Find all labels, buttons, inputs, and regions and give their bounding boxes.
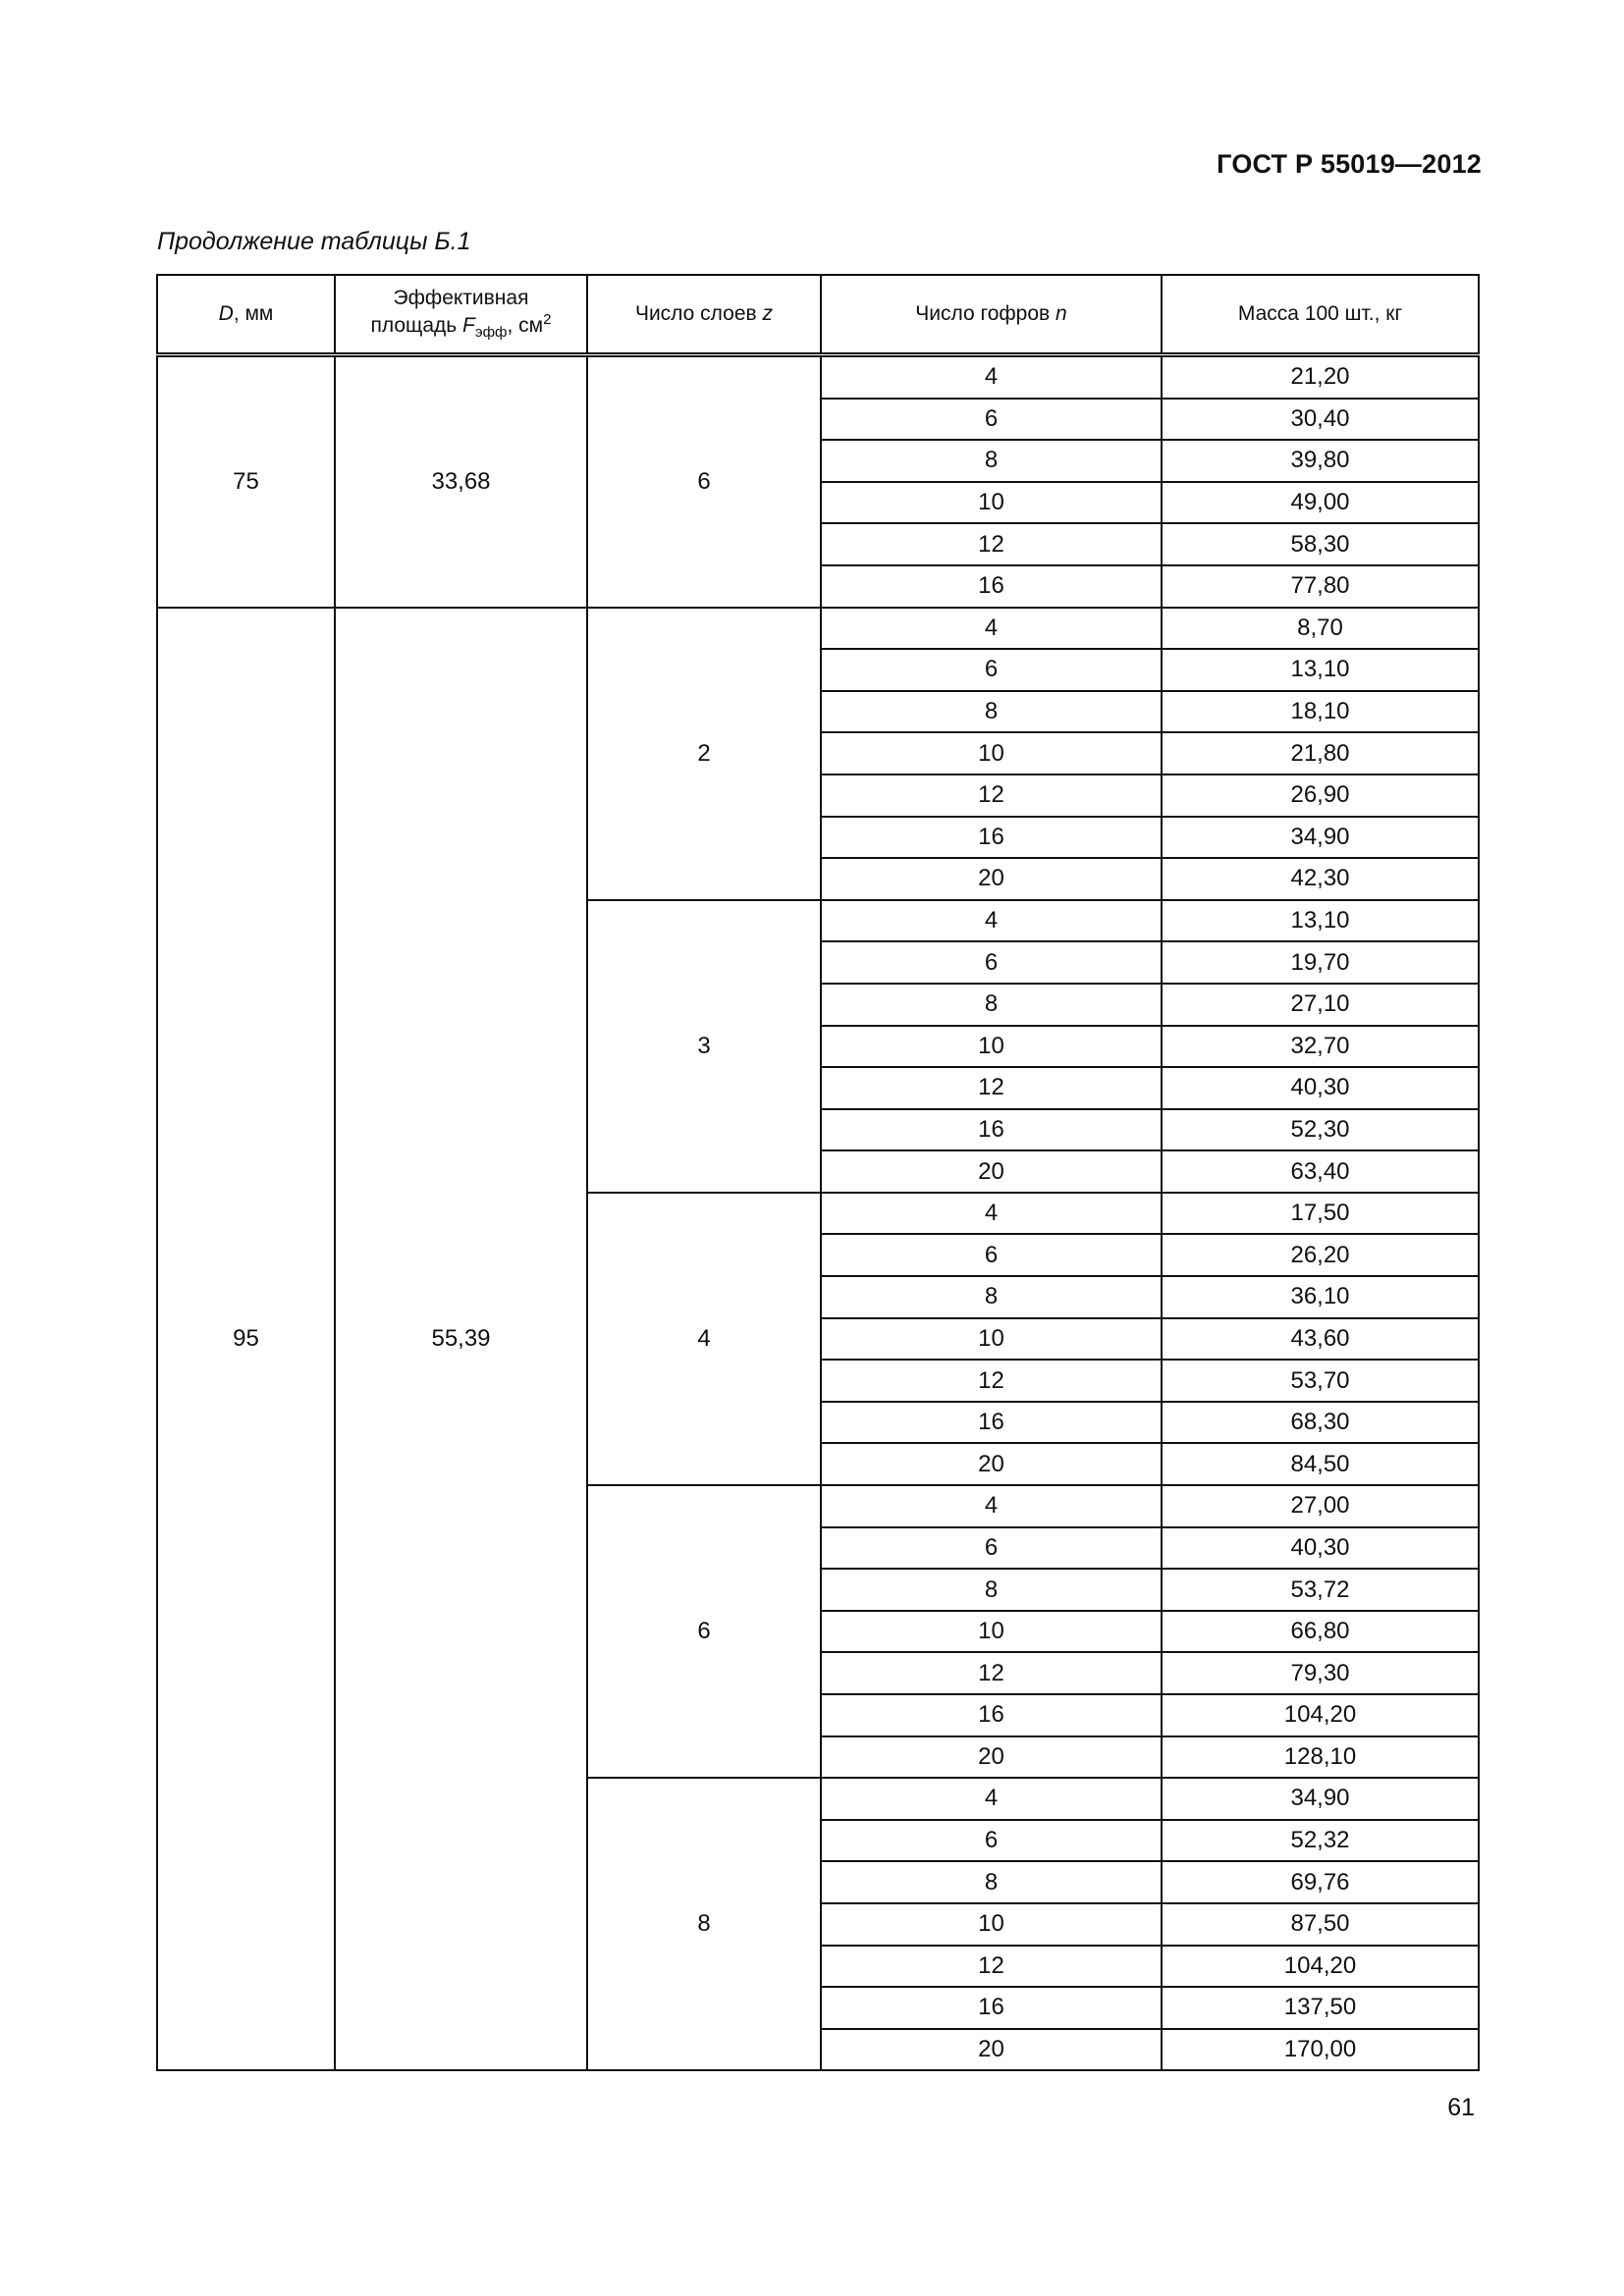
cell-mass: 13,10 [1162, 900, 1479, 942]
cell-corrugations: 4 [821, 1485, 1162, 1527]
cell-corrugations: 10 [821, 1903, 1162, 1946]
cell-mass: 27,10 [1162, 984, 1479, 1026]
cell-corrugations: 4 [821, 1193, 1162, 1235]
cell-corrugations: 12 [821, 1067, 1162, 1109]
cell-corrugations: 4 [821, 608, 1162, 650]
cell-corrugations: 20 [821, 858, 1162, 900]
cell-mass: 52,32 [1162, 1820, 1479, 1862]
cell-corrugations: 6 [821, 941, 1162, 984]
document-id: ГОСТ Р 55019—2012 [1217, 149, 1482, 179]
cell-corrugations: 16 [821, 565, 1162, 608]
cell-corrugations: 6 [821, 1234, 1162, 1276]
cell-mass: 53,70 [1162, 1360, 1479, 1402]
col-header-corrugations: Число гофров n [821, 275, 1162, 355]
table-row [157, 355, 1479, 399]
cell-mass: 58,30 [1162, 523, 1479, 565]
cell-mass: 63,40 [1162, 1150, 1479, 1193]
cell-mass: 170,00 [1162, 2029, 1479, 2071]
cell-mass: 26,20 [1162, 1234, 1479, 1276]
cell-mass: 21,80 [1162, 732, 1479, 774]
cell-mass: 40,30 [1162, 1067, 1479, 1109]
cell-corrugations: 16 [821, 1402, 1162, 1444]
cell-mass: 69,76 [1162, 1861, 1479, 1903]
cell-mass: 87,50 [1162, 1903, 1479, 1946]
cell-mass: 42,30 [1162, 858, 1479, 900]
cell-layers: 8 [587, 1778, 821, 2070]
cell-layers: 6 [587, 355, 821, 608]
cell-diameter: 95 [157, 608, 335, 2071]
cell-mass: 39,80 [1162, 440, 1479, 482]
cell-corrugations: 6 [821, 1527, 1162, 1570]
page-number: 61 [1447, 2094, 1475, 2121]
cell-corrugations: 12 [821, 523, 1162, 565]
cell-mass: 34,90 [1162, 1778, 1479, 1820]
cell-mass: 26,90 [1162, 774, 1479, 817]
col-header-diameter: D, мм [157, 275, 335, 355]
cell-corrugations: 16 [821, 817, 1162, 859]
col-header-layers: Число слоев z [587, 275, 821, 355]
cell-corrugations: 8 [821, 440, 1162, 482]
cell-corrugations: 20 [821, 2029, 1162, 2071]
cell-mass: 30,40 [1162, 399, 1479, 441]
cell-corrugations: 10 [821, 482, 1162, 524]
cell-layers: 4 [587, 1193, 821, 1485]
cell-corrugations: 10 [821, 1026, 1162, 1068]
cell-mass: 8,70 [1162, 608, 1479, 650]
cell-corrugations: 12 [821, 1652, 1162, 1694]
cell-corrugations: 8 [821, 1276, 1162, 1318]
cell-corrugations: 12 [821, 1360, 1162, 1402]
cell-mass: 84,50 [1162, 1443, 1479, 1485]
cell-mass: 17,50 [1162, 1193, 1479, 1235]
cell-corrugations: 20 [821, 1443, 1162, 1485]
cell-corrugations: 4 [821, 355, 1162, 399]
table-header-row [157, 275, 1479, 355]
cell-mass: 32,70 [1162, 1026, 1479, 1068]
cell-mass: 53,72 [1162, 1569, 1479, 1611]
cell-corrugations: 6 [821, 649, 1162, 691]
cell-mass: 34,90 [1162, 817, 1479, 859]
cell-corrugations: 10 [821, 1318, 1162, 1361]
cell-layers: 3 [587, 900, 821, 1193]
cell-corrugations: 16 [821, 1109, 1162, 1151]
table-row [157, 608, 1479, 650]
cell-diameter: 75 [157, 355, 335, 608]
cell-corrugations: 8 [821, 1861, 1162, 1903]
cell-mass: 137,50 [1162, 1987, 1479, 2029]
cell-mass: 36,10 [1162, 1276, 1479, 1318]
cell-corrugations: 6 [821, 399, 1162, 441]
cell-corrugations: 8 [821, 984, 1162, 1026]
cell-corrugations: 10 [821, 732, 1162, 774]
cell-corrugations: 4 [821, 1778, 1162, 1820]
cell-corrugations: 16 [821, 1694, 1162, 1736]
table-caption: Продолжение таблицы Б.1 [157, 228, 471, 255]
cell-mass: 40,30 [1162, 1527, 1479, 1570]
cell-mass: 68,30 [1162, 1402, 1479, 1444]
cell-corrugations: 12 [821, 1946, 1162, 1988]
cell-mass: 43,60 [1162, 1318, 1479, 1361]
cell-corrugations: 4 [821, 900, 1162, 942]
cell-mass: 21,20 [1162, 355, 1479, 399]
cell-mass: 19,70 [1162, 941, 1479, 984]
table-body [157, 355, 1479, 2071]
cell-corrugations: 6 [821, 1820, 1162, 1862]
col-header-effective-area: Эффективная площадь $F_{эфф}$, $см^2$ [335, 275, 587, 355]
cell-corrugations: 16 [821, 1987, 1162, 2029]
cell-mass: 52,30 [1162, 1109, 1479, 1151]
cell-mass: 128,10 [1162, 1736, 1479, 1779]
col-header-mass: Масса 100 шт., кг [1162, 275, 1479, 355]
cell-mass: 79,30 [1162, 1652, 1479, 1694]
cell-mass: 18,10 [1162, 691, 1479, 733]
spec-table [156, 274, 1480, 2071]
cell-layers: 2 [587, 608, 821, 900]
cell-corrugations: 12 [821, 774, 1162, 817]
cell-corrugations: 10 [821, 1611, 1162, 1653]
cell-corrugations: 8 [821, 691, 1162, 733]
cell-mass: 27,00 [1162, 1485, 1479, 1527]
cell-mass: 49,00 [1162, 482, 1479, 524]
cell-layers: 6 [587, 1485, 821, 1778]
cell-effective-area: 55,39 [335, 608, 587, 2071]
cell-mass: 104,20 [1162, 1946, 1479, 1988]
cell-mass: 104,20 [1162, 1694, 1479, 1736]
cell-effective-area: 33,68 [335, 355, 587, 608]
cell-corrugations: 8 [821, 1569, 1162, 1611]
cell-mass: 66,80 [1162, 1611, 1479, 1653]
cell-mass: 77,80 [1162, 565, 1479, 608]
cell-corrugations: 20 [821, 1150, 1162, 1193]
cell-mass: 13,10 [1162, 649, 1479, 691]
cell-corrugations: 20 [821, 1736, 1162, 1779]
